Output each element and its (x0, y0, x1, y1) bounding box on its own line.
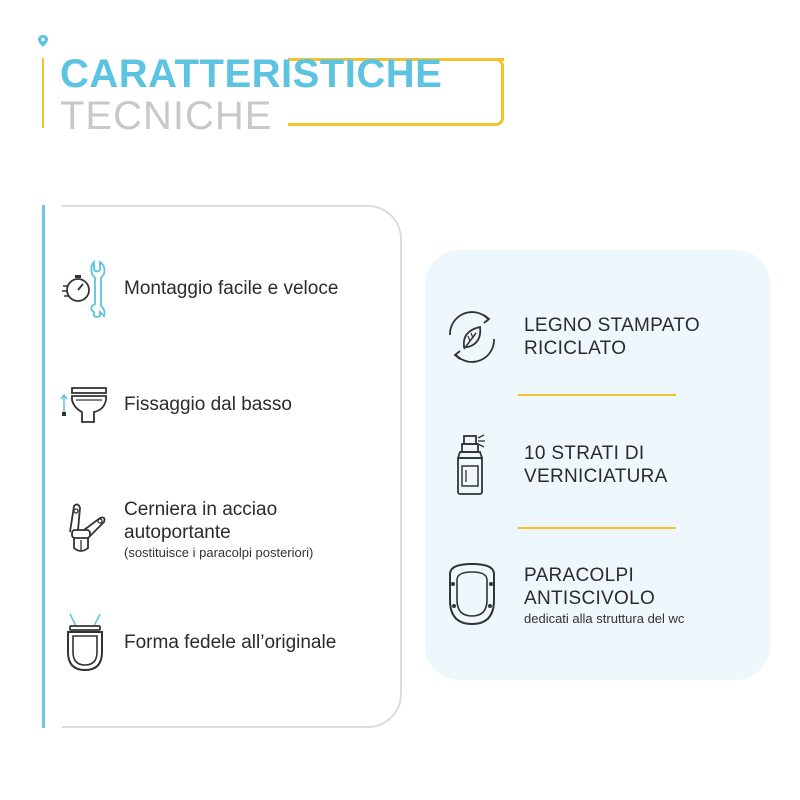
feature-note: (sostituisce i paracolpi posteriori) (124, 545, 314, 560)
feature-label-line2: VERNICIATURA (524, 466, 668, 487)
feature-label-line2: RICICLATO (524, 338, 627, 359)
separator (518, 394, 676, 396)
page-subtitle: TECNICHE (60, 94, 273, 138)
feature-item (440, 302, 700, 372)
separator (518, 527, 676, 529)
feature-label-line1: LEGNO STAMPATO (524, 315, 700, 336)
header-frame-top (478, 58, 504, 61)
feature-label-line1: 10 STRATI DI (524, 443, 645, 464)
feature-note: dedicati alla struttura del wc (524, 610, 685, 626)
feature-label-line1: PARACOLPI (524, 564, 635, 586)
feature-label: Montaggio facile e veloce (124, 277, 339, 299)
page-title: CARATTERISTICHE (60, 52, 443, 96)
header-accent-line (42, 58, 44, 128)
toilet-seat-shape-icon (60, 612, 110, 672)
steel-hinge-icon (60, 500, 110, 560)
feature-label: Forma fedele all’originale (124, 631, 337, 653)
feature-item (440, 560, 684, 630)
feature-label (524, 314, 700, 360)
seat-bumpers-icon (440, 560, 504, 630)
feature-item (60, 498, 324, 561)
stopwatch-wrench-icon (60, 258, 110, 318)
feature-item (60, 374, 292, 434)
spray-can-icon (440, 430, 504, 500)
feature-item (60, 612, 336, 672)
feature-item (440, 430, 668, 500)
feature-label (124, 498, 324, 561)
feature-item (60, 258, 338, 318)
location-pin-icon (36, 34, 50, 48)
feature-label (524, 442, 668, 488)
recycled-leaf-icon (440, 305, 504, 369)
feature-label (524, 564, 684, 627)
feature-label: Fissaggio dal basso (124, 393, 292, 415)
feature-label-line2: ANTISCIVOLO (524, 587, 656, 609)
left-card-accent-line (42, 205, 45, 728)
toilet-icon (60, 374, 110, 434)
feature-label-text: Cerniera in acciao autoportante (124, 499, 278, 543)
